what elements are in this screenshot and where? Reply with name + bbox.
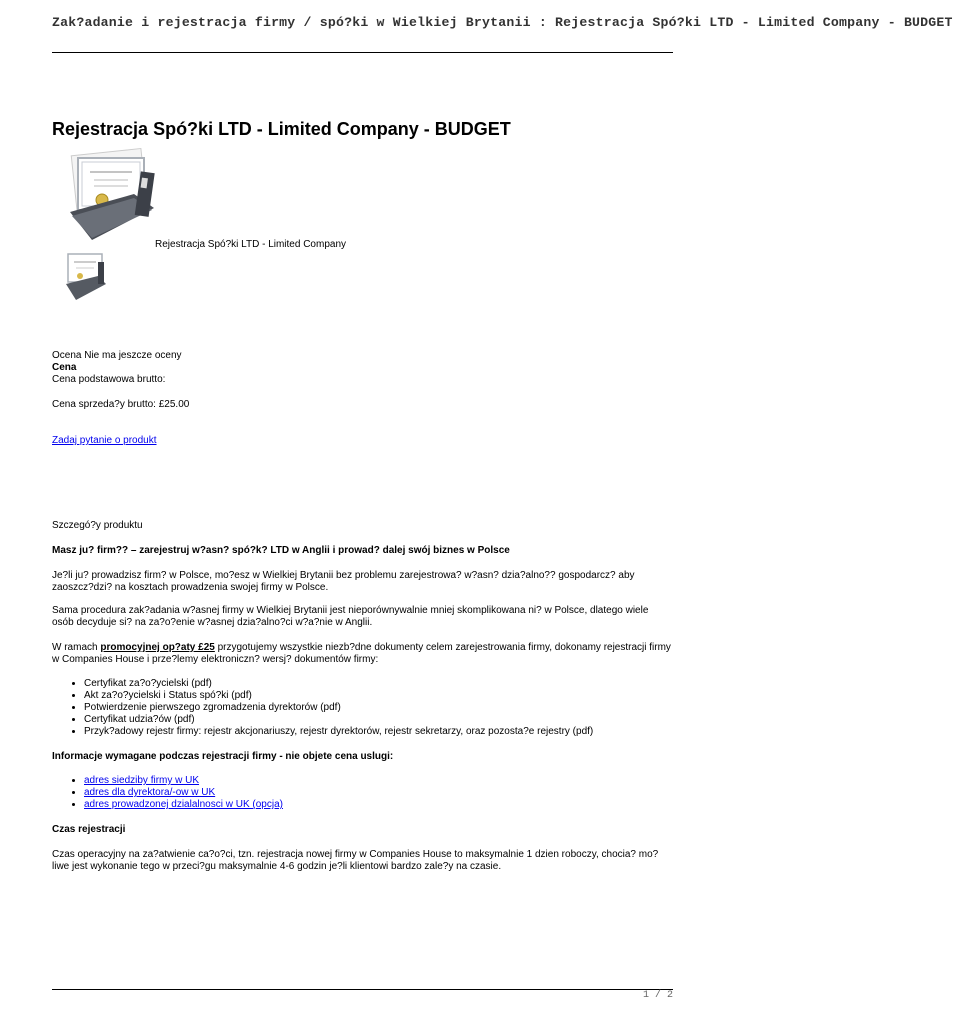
list-item: • Certyfikat za?o?ycielski (pdf) (84, 678, 593, 690)
promo-price-text: promocyjnej op?aty £25 (100, 642, 215, 653)
product-title: Rejestracja Spó?ki LTD - Limited Company - BUDGET (52, 119, 511, 139)
info-link-business-address[interactable]: adres prowadzonej dzialalnosci w UK (opcja) (84, 799, 283, 810)
list-item: • Certyfikat udzia?ów (pdf) (84, 714, 593, 726)
list-item: • Potwierdzenie pierwszego zgromadzenia dyrektorów (pdf) (84, 702, 593, 714)
info-link-director-address[interactable]: adres dla dyrektora/-ow w UK (84, 787, 216, 798)
offer-paragraph (52, 642, 672, 666)
product-thumbnail-image[interactable] (64, 252, 108, 302)
list-item: • Akt za?o?ycielski i Status spó?ki (pdf) (84, 690, 593, 702)
registration-time-heading: Czas rejestracji (52, 824, 126, 835)
header-divider (52, 52, 673, 53)
list-item (84, 775, 283, 787)
registration-time-paragraph: Czas operacyjny na za?atwienie ca?o?ci, tzn. rejestracja nowej firmy w Companies House to maksymalnie 1 dzien roboczy, chocia? mo?liwe jest wykonanie tego w przeci?gu maksymalnie 4-6 godzin je?li klientowi bardzo zale?y na czasie. (52, 849, 659, 872)
offer-text-end: przygotujemy wszystkie niezb?dne dokumenty celem zarejestrowania firmy, dokonamy rejestracji firmy w Companies House i prze?lemy elektroniczn? wersj? dokumentów firmy: (52, 642, 671, 665)
product-details-subheading: Masz ju? firm?? – zarejestruj w?asn? spó?k? LTD w Anglii i prowad? dalej swój biznes w Polsce (52, 545, 510, 556)
ask-question-link[interactable]: Zadaj pytanie o produkt (52, 435, 157, 446)
product-image-caption: Rejestracja Spó?ki LTD - Limited Company (155, 239, 347, 250)
info-link-company-address[interactable]: adres siedziby firmy w UK (84, 775, 200, 786)
intro-paragraph: Je?li ju? prowadzisz firm? w Polsce, mo?esz w Wielkiej Brytanii bez problemu zarejestrowa? w?asn? dzia?alno?? gospodarcz? aby zaoszcz?dzi? na kosztach prowadzenia swojej firmy w Polsce. (52, 570, 635, 593)
product-image-certificate-binder[interactable] (64, 152, 156, 244)
required-info-heading: Informacje wymagane podczas rejestracji firmy - nie objete cena uslugi: (52, 751, 394, 762)
running-header-title: Zak?adanie i rejestracja firmy / spó?ki w Wielkiej Brytanii : Rejestracja Spó?ki LTD - Limited Company - BUDGET (52, 15, 953, 30)
page-number: 1 / 2 (642, 990, 673, 1001)
offer-text-start: W ramach (52, 642, 101, 653)
rating-text: Ocena Nie ma jeszcze oceny (52, 350, 182, 361)
footer-divider (52, 989, 673, 990)
price-heading: Cena (52, 362, 77, 373)
base-price-label: Cena podstawowa brutto: (52, 374, 166, 385)
sale-price-label: Cena sprzeda?y brutto: £25.00 (52, 399, 190, 410)
list-item (84, 787, 283, 799)
list-item: • Przyk?adowy rejestr firmy: rejestr akcjonariuszy, rejestr dyrektorów, rejestr sekretarzy, oraz pozosta?e rejestry (pdf) (84, 726, 593, 738)
product-details-heading: Szczegó?y produktu (52, 520, 143, 531)
documents-list (52, 678, 593, 738)
required-info-list (52, 775, 283, 811)
procedure-paragraph: Sama procedura zak?adania w?asnej firmy w Wielkiej Brytanii jest nieporównywalnie mniej skomplikowana ni? w Polsce, dlatego wiele osób decyduje si? na za?o?enie w?asnej dzia?alno?ci w?a?nie w Anglii. (52, 605, 649, 628)
list-item (84, 799, 283, 811)
